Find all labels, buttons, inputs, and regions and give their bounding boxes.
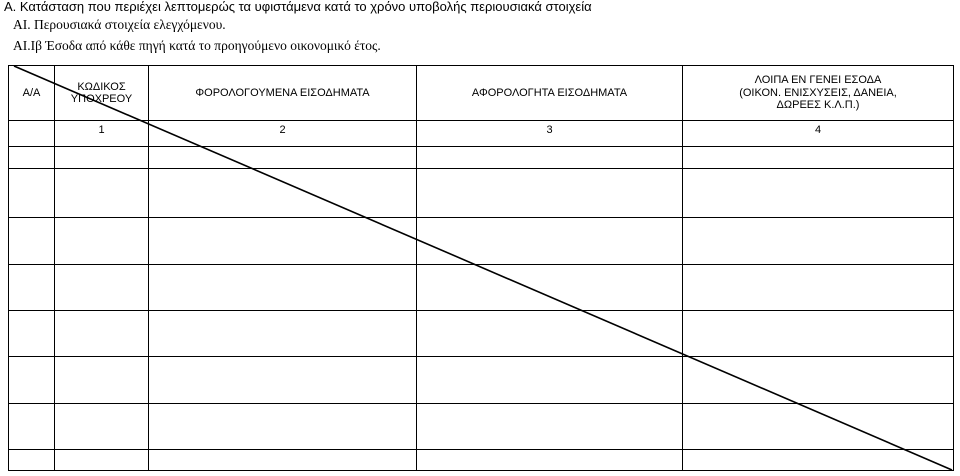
section-subtitle-ai-ib: ΑΙ.Ιβ Έσοδα από κάθε πηγή κατά το προηγούμενο οικονομικό έτος.	[13, 38, 381, 53]
header-code-line2: ΥΠΟΧΡΕΟΥ	[70, 93, 133, 105]
column-number-3: 3	[546, 124, 553, 136]
header-other-line1: ΛΟΙΠΑ ΕΝ ΓΕΝΕΙ ΕΣΟΔΑ	[754, 74, 882, 87]
header-other-line2: (ΟΙΚΟΝ. ΕΝΙΣΧΥΣΕΙΣ, ΔΑΝΕΙΑ,	[739, 86, 897, 99]
header-aa-label: Α/Α	[22, 86, 41, 99]
column-number-2: 2	[279, 124, 286, 136]
header-code-line1: ΚΩΔΙΚΟΣ	[77, 80, 126, 93]
column-number-4: 4	[814, 124, 822, 136]
column-number-1: 1	[98, 124, 105, 136]
header-other-line3: ΔΩΡΕΕΣ Κ.Λ.Π.)	[776, 99, 860, 112]
header-untaxed-label: ΑΦΟΡΟΛΟΓΗΤΑ ΕΙΣΟΔΗΜΑΤΑ	[471, 86, 628, 99]
section-title-a: Α. Κατάσταση που περιέχει λεπτομερώς τα υφιστάμενα κατά το χρόνο υποβολής περιουσιακά στοιχεία	[4, 0, 592, 14]
header-taxed-label: ΦΟΡΟΛΟΓΟΥΜΕΝΑ ΕΙΣΟΔΗΜΑΤΑ	[195, 86, 370, 99]
section-subtitle-ai: ΑΙ. Περουσιακά στοιχεία ελεγχόμενου.	[13, 17, 226, 32]
